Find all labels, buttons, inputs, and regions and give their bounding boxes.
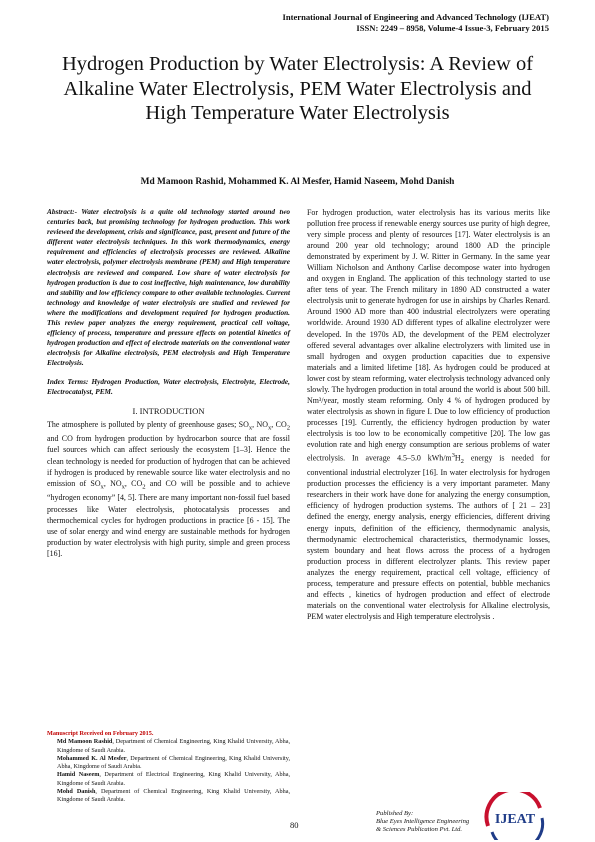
author-affiliation: Mohammed K. Al Mesfer, Department of Chemical Engineering, King Khalid University, Abha, Kingdome of Saudi Arabia. [57, 754, 290, 771]
manuscript-received: Manuscript Received on February 2015. [47, 730, 154, 737]
introduction-paragraph: The atmosphere is polluted by plenty of greenhouse gases; $SO_x$, $NO_x$, $CO_2$ and CO from hydrogen production by hydrocarbon source that are fossil fuel sources which can affect seriously the ecosystem [1–3]. Hence the clean technology is needed for production of hydrogen that can be achieved if hydrogen is produced by renewable source like water electrolysis and no emission of $SO_x$, $NO_x$, $CO_2$ and CO will be possible and to achieve “hydrogen economy” [4, 5]. There are many important non-fossil fuel based processes like Water electrolysis, photocatalysis processes and thermochemical cycles for hydrogen productions in practice [6 - 15]. The use of solar energy and wind energy are sustainable methods for hydrogen production by water electrolysis with high purity, simple and green process [16]. [47, 419, 290, 558]
author-affiliation: Hamid Naseem, Department of Electrical Engineering, King Khalid University, Abha, Kingdome of Saudi Arabia. [57, 771, 290, 787]
left-column [47, 207, 290, 559]
index-terms: Index Terms: Hydrogen Production, Water electrolysis, Electrolyte, Electrode, Electrocatalyst, PEM. [47, 376, 290, 396]
abstract: Abstract:- Water electrolysis is a quite old technology started around two centuries back, but promising technology for hydrogen production. This work reviewed the development, crisis and significance, past, present and future of the different water electrolysis techniques. In this work thermodynamics, energy requirement and efficiencies of electrolysis processes are reviewed. Alkaline water electrolysis, polymer electrolysis membrane (PEM) and High temperature electrolysis are reviewed and compared. Low share of water electrolysis for hydrogen production is due to cost ineffective, high maintenance, low durability and stability and low efficiency compare to other available technologies. Current technology and knowledge of water electrolysis are studied and reviewed for where the modifications and development required for hydrogen production. This review paper analyzes the energy requirement, practical cell voltage, efficiency of process, temperature and pressure effects on potential kinetics of hydrogen production and effect of electrode materials on the conventional water electrolysis for Alkaline electrolysis, PEM electrolysis and High Temperature Electrolysis. [47, 207, 290, 368]
logo-lettering: IJEAT [494, 812, 536, 827]
paper-title: Hydrogen Production by Water Electrolysis: A Review of Alkaline Water Electrolysis, PEM Water Electrolysis and High Temperature Water Electrolysis [61, 53, 534, 124]
manuscript-notes [47, 730, 290, 805]
journal-header [282, 12, 549, 34]
author-affiliation: Mohd Danish, Department of Chemical Engineering, King Khalid University, Abha, Kingdome of Saudi Arabia. [57, 788, 290, 804]
page-number: 80 [290, 820, 299, 830]
author-list: Md Mamoon Rashid, Mohammed K. Al Mesfer, Hamid Naseem, Mohd Danish [140, 177, 455, 187]
right-column-paragraph: For hydrogen production, water electrolysis has its various merits like pollution free process if renewable energy sources use purity of high degree, very simple process and plenty of resources [17]. Water electrolysis is an around 200 year old technology; around 1800 AD the principle demonstrated by experiment by J. W. Ritter in Germany. In the same year William Nicholson and Anthony Carlise decompose water into hydrogen and oxygen in England. The application of this technology started to use after tens of year. The French military in 1890 AD constructed a water electrolysis unit to generate hydrogen for use in airships by Charles Renard. Around 1900 AD more than 400 industrial electrolyzers were operating worldwide. Around 1930 AD different types of alkaline electrolyzer were developed. In the 1970s AD, the development of the PEM electrolyzer offered several advantages over alkaline electrolyzers with limited use in small hydrogen and oxygen production capacities due to expensive materials and a limited lifetime [18]. As hydrogen could be produced at lower cost by steam reforming, water electrolysis technology advanced only slowly. The hydrogen production in total around the world is about 500 bill. Nm³/year, mostly steam reforming. Only 4 % of hydrogen produced by water electrolysis as shown in figure I. Due to low efficiency of production processes [19]. Currently, the efficiency hydrogen production by water electrolysis is too low to be economically competitive [20]. The low gas evolution rate and high energy consumption are serious problems of water electrolysis. In average 4.5–5.0 kWh/$m^3H_2$ energy is needed for conventional industrial electrolyzer [16]. In water electrolysis for hydrogen production processes the efficiency is a very important parameter. Many researchers in their work have done for analyzing the energy consumption, efficiency of hydrogen production systems. The authors of [ 21 – 23] defined the energy, energy analysis, energy efficiencies, different driving energy inputs, definition of the efficiency, thermodynamic analysis, thermodynamic electrochemical characteristics, thermodynamic losses, system boundary and heat flows across the process of a hydrogen production process in different electrolyzer plants. This review paper analyzes the energy requirement, practical cell voltage, efficiency of process, temperature and pressure effects on potential, bubble mechanics and effects , kinetics of hydrogen production and effect of electrode materials on the conventional water electrolysis for Alkaline electrolysis, PEM water electrolysis and High temperature electrolysis . [307, 208, 551, 621]
journal-logo [482, 792, 548, 840]
right-column [307, 207, 550, 622]
section-heading-introduction: I. INTRODUCTION [132, 405, 205, 416]
journal-name: International Journal of Engineering and Advanced Technology (IJEAT) [282, 12, 549, 22]
author-affiliation: Md Mamoon Rashid, Department of Chemical Engineering, King Khalid University, Abha, Kingdome of Saudi Arabia. [57, 738, 290, 754]
publisher-info: Published By: Blue Eyes Intelligence Engineering & Sciences Publication Pvt. Ltd. [376, 810, 470, 834]
journal-issn: ISSN: 2249 – 8958, Volume-4 Issue-3, February 2015 [356, 23, 549, 33]
